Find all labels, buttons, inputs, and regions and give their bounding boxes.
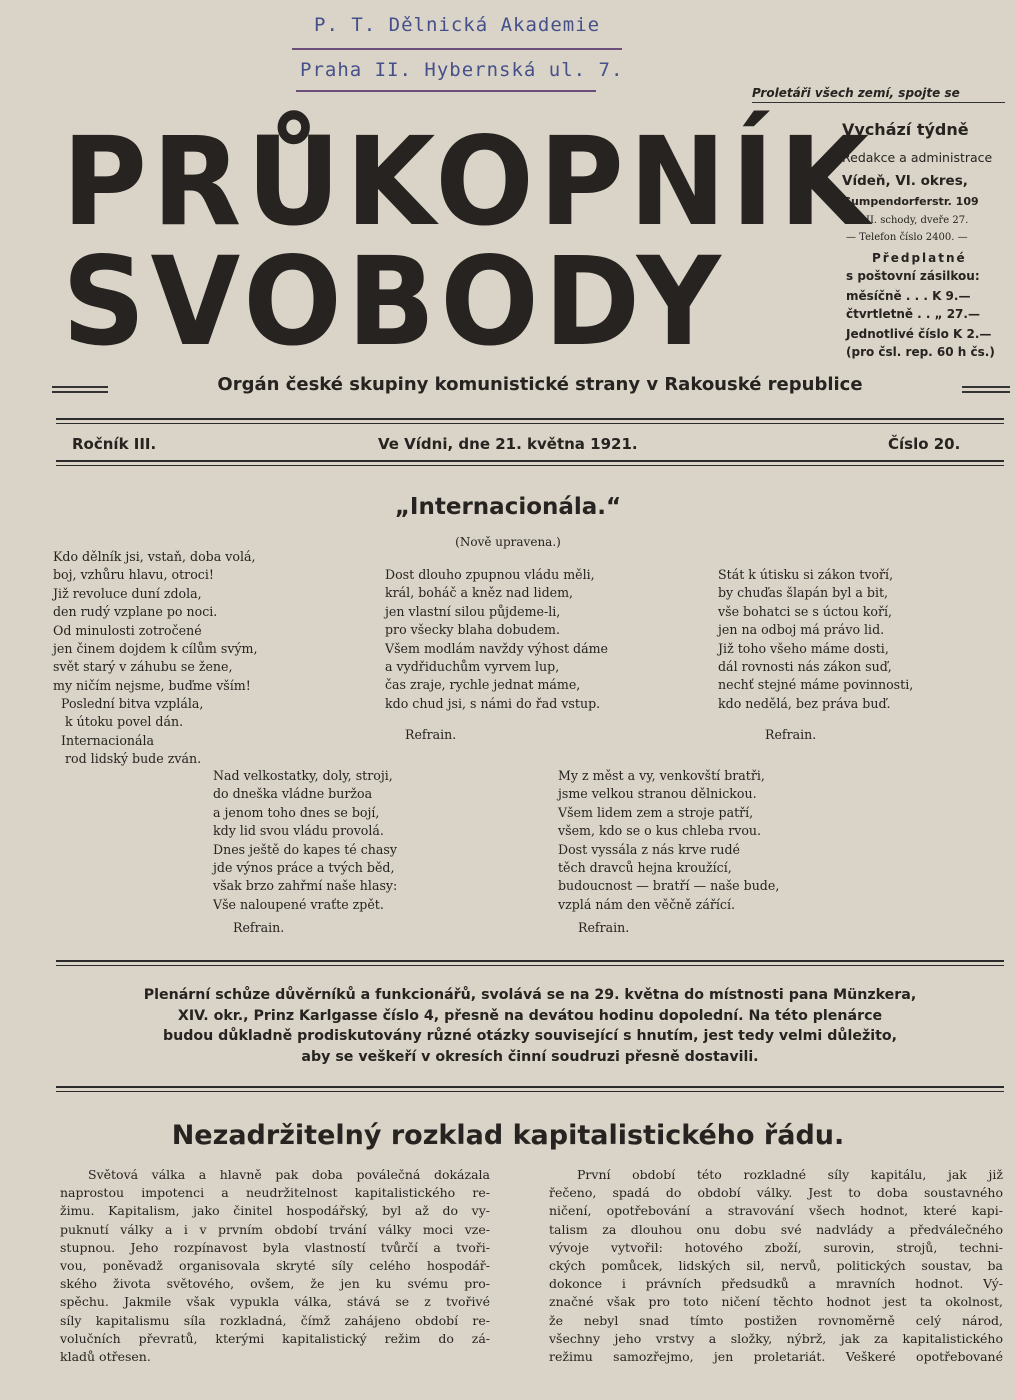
text-line: stupnou. Jeho rozpínavost byla vlastností tvůrčí a tvoři- [60,1239,490,1255]
poem-refrain: Refrain. [405,727,457,742]
notice-line: aby se veškeří v okresích činní soudruzi přesně dostavili. [301,1048,759,1065]
price-single: Jednotlivé číslo K 2.— [846,327,992,341]
rule [56,965,1004,966]
text-line: žimu. Kapitalism, jako činitel hospodářský, byl až do vy- [60,1203,490,1219]
text-line: že nebyl snad tímto postižen rovnoměrně celý národ, [549,1312,1003,1328]
text-line: řečeno, spadá do období války. Jest to doba soustavného [549,1185,1003,1201]
text-line: naprostou impotenci a neudržitelnost kapitalistického re- [60,1185,490,1201]
price-quarterly: čtvrtletně . . „ 27.— [846,307,980,321]
text-line: značné však pro toto ničení těchto hodnot jest ta okolnost, [549,1294,1003,1310]
office-floor: II. schody, dveře 27. [866,215,969,226]
poem-stanza: Kdo dělník jsi, vstaň, doba volá, boj, vzhůru hlavu, otroci! Již revoluce duní zdola, den rudý vzplane po noci. Od minulosti zotročené jen činem dojdem k cílům svým, svět starý v záhubu se žene, my ničím nejsme, buďme vším! [53,549,258,693]
text-line: ského života světového, ovšem, že jen ku svému pro- [60,1276,490,1292]
slogan: Proletáři všech zemí, spojte se [752,86,960,100]
editorial-office: Redakce a administrace [842,150,993,165]
issue-number: Číslo 20. [888,435,961,453]
notice-line: XIV. okr., Prinz Karlgasse číslo 4, přesně na devátou hodinu dopolední. Na této plenárce [177,1007,883,1024]
masthead-line-1: PRŮKOPNÍK [62,111,874,254]
rule [56,960,1004,962]
office-street: Gumpendorferstr. 109 [842,195,979,208]
text-line: vou, poněvadž organisovala skryté síly celého hospodář- [60,1258,490,1274]
office-phone: — Telefon číslo 2400. — [846,232,968,243]
poem-chorus: Poslední bitva vzplála, k útoku povel dán. Internacionála rod lidský bude zván. [61,696,204,767]
text-line: dokonce i právních předsudků a mravních hodnot. Vý- [549,1276,1003,1292]
organ-rule-right [962,386,1010,388]
text-line: ckých pomůcek, lidských sil, nervů, politických soustav, ba [549,1258,1003,1274]
stamp-underline [296,90,596,92]
rule [56,418,1004,420]
organ-tagline: Orgán české skupiny komunistické strany v Rakouské republice [217,374,863,395]
stamp-line-2: Praha II. Hybernská ul. 7. [300,59,624,81]
organ-rule-left [52,391,108,393]
masthead-line-2: SVOBODY [62,231,726,374]
poem-refrain: Refrain. [578,920,630,935]
place-date: Ve Vídni, dne 21. května 1921. [378,435,638,453]
notice-line: Plenární schůze důvěrníků a funkcionářů, svolává se na 29. května do místnosti pana Münzkera, [143,987,917,1003]
poem-subtitle: (Nově upravena.) [455,535,561,549]
article-title: Nezadržitelný rozklad kapitalistického řádu. [171,1120,845,1151]
rule [56,423,1004,424]
organ-rule-right [962,391,1010,393]
poem-refrain: Refrain. [765,727,817,742]
publication-frequency: Vychází týdně [842,120,969,139]
notice-line: budou důkladně prodiskutovány různé otázky související s hnutím, jest tedy velmi důležito, [162,1028,898,1044]
subscription-postal: s poštovní zásilkou: [846,269,980,283]
text-line: režimu samozřejmo, jen proletariát. Veškeré opotřebované [549,1349,1003,1365]
text-line: všechny jeho vrstvy a složky, nýbrž, jak za kapitalistického [549,1330,1003,1346]
rule [56,1091,1004,1092]
stamp-line-1: P. T. Dělnická Akademie [314,14,601,36]
price-monthly: měsíčně . . . K 9.— [846,289,971,303]
text-line: volučních převratů, kterými kapitalistický režim do zá- [60,1330,490,1346]
text-line: vývoje vytvořil: hotového zboží, surovin, strojů, techni- [549,1239,1003,1255]
article-column-right [549,1166,1003,1366]
organ-rule-left [52,386,108,388]
poem-stanza: Stát k útisku si zákon tvoří, by chuďas šlapán byl a bit, vše bohatci se s úctou koří, jen na odboj má právo lid. Již toho všeho máme dosti, dál rovnosti nás zákon suď, nechť stejné máme povinnosti, kdo nedělá, bez práva buď. [718,567,914,711]
poem-stanza: Nad velkostatky, doly, stroji, do dneška vládne buržoa a jenom toho dnes se bojí, kdy lid svou vládu provolá. Dnes ještě do kapes té chasy jde výnos práce a tvých běd, však brzo zahřmí naše hlasy: Vše naloupené vraťte zpět. [213,768,398,912]
subscription-heading: Předplatné [872,251,967,265]
text-line: Světová válka a hlavně pak doba poválečná dokázala [88,1167,490,1182]
office-city: Vídeň, VI. okres, [842,173,968,189]
text-line: ničení, opotřebování a stravování všech hodnot, které kapi- [549,1203,1003,1219]
stamp-underline [292,48,622,50]
volume-number: Ročník III. [72,435,157,453]
poem-stanza: My z měst a vy, venkovští bratři, jsme velkou stranou dělnickou. Všem lidem zem a stroje patří, všem, kdo se o kus chleba rvou. Dost vyssála z nás krve rudé těch dravců hejna kroužící, budoucnost — bratří — naše bude, vzplá nám den věčně zářící. [558,768,780,912]
rule [56,465,1004,466]
text-line: spěchu. Jakmile však vypukla válka, stává se z tvořivé [60,1294,490,1310]
text-line: První období této rozkladné síly kapitálu, jak již [577,1167,1003,1182]
rule [56,1086,1004,1088]
text-line: talism za dlouhou onu dobu své nadvlády a předválečného [549,1221,1003,1237]
slogan-rule [752,102,1005,103]
rule [56,460,1004,462]
poem-refrain: Refrain. [233,920,285,935]
text-line: puknutí války a i v prvním období trvání války moci vze- [60,1221,490,1237]
text-line: kladů otřesen. [60,1349,151,1365]
text-line: síly kapitalismu síla rozkladná, čímž zahájeno období re- [60,1312,490,1328]
poem-title: „Internacionála.“ [394,494,622,520]
poem-stanza: Dost dlouho zpupnou vládu měli, král, boháč a kněz nad lidem, jen vlastní silou půjdeme-li, pro všecky blaha dobudem. Všem modlám navždy výhost dáme a vydřiduchům vyrvem lup, čas zraje, rychle jednat máme, kdo chud jsi, s námi do řad vstup. [385,567,608,711]
price-single-czechoslovakia: (pro čsl. rep. 60 h čs.) [846,345,995,359]
meeting-notice [48,985,1012,1067]
article-column-left [60,1166,490,1366]
